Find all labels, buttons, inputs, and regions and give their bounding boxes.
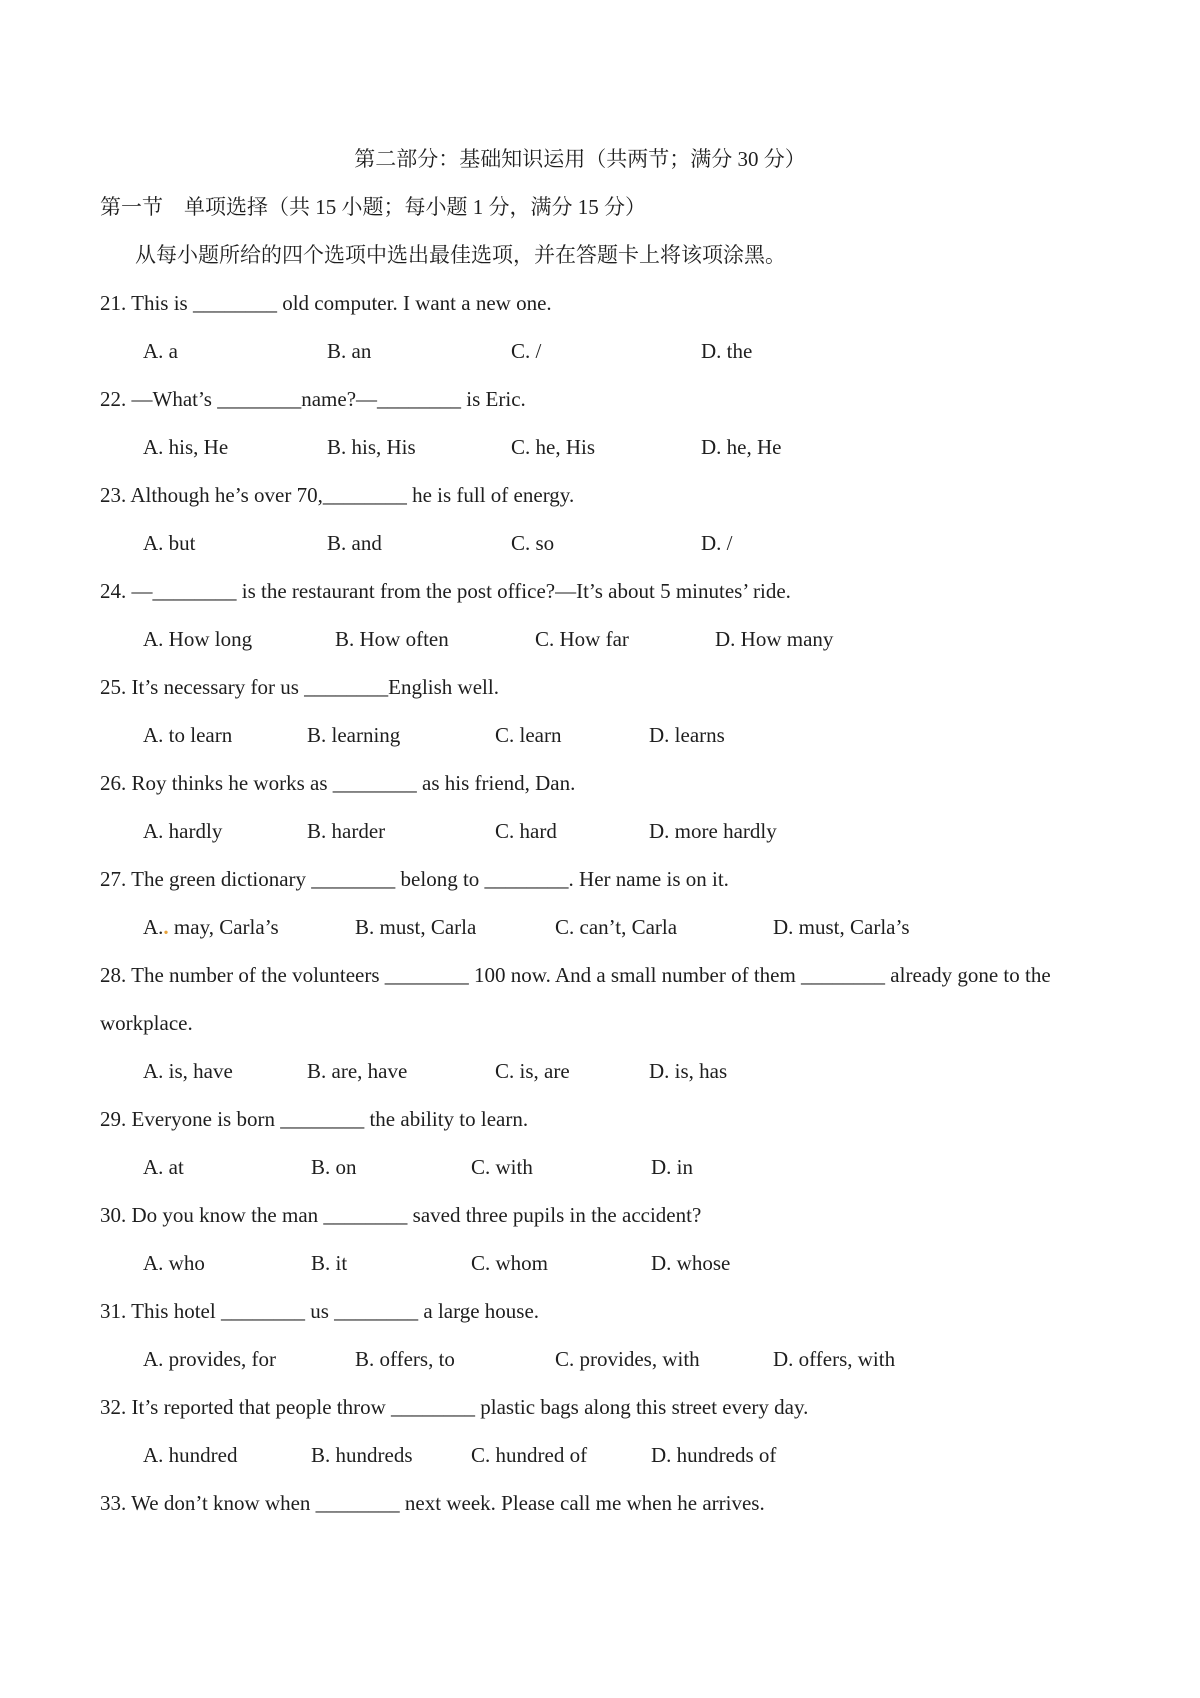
option-a: A. is, have [143, 1059, 233, 1083]
options-row [100, 903, 1105, 951]
option-d: D. learns [649, 723, 725, 747]
question-line [100, 759, 1105, 807]
question-text: The green dictionary ________ belong to ________. Her name is on it. [131, 867, 729, 891]
question-number: 21. [100, 291, 127, 315]
option-a [143, 903, 355, 951]
option-c: C. How far [535, 627, 629, 651]
option-label: A. [143, 915, 164, 939]
option-text: may, Carla’s [168, 915, 279, 939]
option-b: B. How often [335, 627, 449, 651]
question-number: 31. [100, 1299, 127, 1323]
question-line [100, 567, 1105, 615]
option-a: A. hardly [143, 819, 223, 843]
question-line [100, 951, 1105, 1047]
option-b: B. on [311, 1155, 357, 1179]
option-c: C. with [471, 1155, 533, 1179]
option-c: C. is, are [495, 1059, 570, 1083]
option-a: A. his, He [143, 435, 229, 459]
option-d: D. in [651, 1155, 693, 1179]
question-line [100, 1191, 1105, 1239]
option-a: A. provides, for [143, 1347, 276, 1371]
option-a: A. to learn [143, 723, 233, 747]
question-line [100, 279, 1105, 327]
question-text: —________ is the restaurant from the post office?—It’s about 5 minutes’ ride. [131, 579, 791, 603]
question-number: 26. [100, 771, 127, 795]
stray-dot-mark: . [163, 915, 169, 939]
options-row [100, 807, 1105, 855]
options-row [100, 615, 1105, 663]
question-text: It’s necessary for us ________English well. [131, 675, 499, 699]
question-line [100, 1383, 1105, 1431]
option-b: B. hundreds [311, 1443, 413, 1467]
question-text: Roy thinks he works as ________ as his friend, Dan. [131, 771, 576, 795]
options-row [100, 1335, 1105, 1383]
question-number: 32. [100, 1395, 127, 1419]
option-c: C. hard [495, 819, 557, 843]
question-line [100, 1287, 1105, 1335]
option-d: D. / [701, 531, 733, 555]
option-b: B. must, Carla [355, 915, 477, 939]
question-text: Although he’s over 70,________ he is full of energy. [130, 483, 575, 507]
options-row [100, 1431, 1105, 1479]
option-d: D. is, has [649, 1059, 728, 1083]
option-d: D. offers, with [773, 1347, 896, 1371]
part-title: 第二部分：基础知识运用（共两节；满分 30 分） [354, 147, 806, 171]
option-c: C. whom [471, 1251, 549, 1275]
question-number: 28. [100, 963, 127, 987]
section-heading: 第一节 单项选择（共 15 小题；每小题 1 分，满分 15 分） [100, 195, 646, 219]
option-d: D. he, He [701, 435, 782, 459]
question-text: —What’s ________name?—________ is Eric. [131, 387, 526, 411]
question-number: 22. [100, 387, 127, 411]
question-number: 29. [100, 1107, 127, 1131]
option-a: A. who [143, 1251, 205, 1275]
question-block [100, 1095, 1105, 1191]
option-b: B. offers, to [355, 1347, 455, 1371]
options-row [100, 327, 1105, 375]
question-number: 23. [100, 483, 127, 507]
question-line [100, 1095, 1105, 1143]
question-line [100, 1479, 1105, 1527]
option-c: C. learn [495, 723, 562, 747]
option-a: A. a [143, 339, 178, 363]
option-b: B. an [327, 339, 372, 363]
option-b: B. his, His [327, 435, 416, 459]
option-b: B. are, have [307, 1059, 408, 1083]
question-block [100, 279, 1105, 375]
option-a: A. but [143, 531, 196, 555]
question-number: 25. [100, 675, 127, 699]
option-c: C. hundred of [471, 1443, 588, 1467]
question-block [100, 1191, 1105, 1287]
option-d: D. How many [715, 627, 834, 651]
question-line [100, 471, 1105, 519]
question-block [100, 1479, 1105, 1527]
question-text: Do you know the man ________ saved three pupils in the accident? [131, 1203, 702, 1227]
option-d: D. hundreds of [651, 1443, 777, 1467]
options-row [100, 1143, 1105, 1191]
option-c: C. provides, with [555, 1347, 700, 1371]
question-text: Everyone is born ________ the ability to learn. [131, 1107, 529, 1131]
options-row [100, 1239, 1105, 1287]
options-row [100, 519, 1105, 567]
question-block [100, 663, 1105, 759]
instruction-text: 从每小题所给的四个选项中选出最佳选项，并在答题卡上将该项涂黑。 [135, 243, 786, 267]
question-line [100, 855, 1105, 903]
option-b: B. learning [307, 723, 401, 747]
options-row [100, 423, 1105, 471]
question-text: We don’t know when ________ next week. Please call me when he arrives. [131, 1491, 765, 1515]
question-block [100, 951, 1105, 1095]
question-block [100, 1383, 1105, 1479]
question-block [100, 375, 1105, 471]
option-a: A. How long [143, 627, 253, 651]
option-c: C. so [511, 531, 555, 555]
options-row [100, 1047, 1105, 1095]
question-block [100, 759, 1105, 855]
question-block [100, 471, 1105, 567]
option-d: D. whose [651, 1251, 731, 1275]
question-number: 30. [100, 1203, 127, 1227]
question-text: This hotel ________ us ________ a large house. [131, 1299, 540, 1323]
question-block [100, 855, 1105, 951]
question-number: 27. [100, 867, 127, 891]
question-line [100, 663, 1105, 711]
questions-list [100, 279, 1105, 1527]
question-block [100, 567, 1105, 663]
question-text: This is ________ old computer. I want a new one. [131, 291, 552, 315]
question-block [100, 1287, 1105, 1383]
question-number: 33. [100, 1491, 127, 1515]
question-number: 24. [100, 579, 127, 603]
option-c: C. / [511, 339, 542, 363]
question-text: The number of the volunteers ________ 100 now. And a small number of them ________ already gone to the workplace. [100, 963, 1051, 1035]
option-b: B. it [311, 1251, 348, 1275]
option-b: B. harder [307, 819, 386, 843]
option-c: C. he, His [511, 435, 595, 459]
options-row [100, 711, 1105, 759]
option-c: C. can’t, Carla [555, 915, 678, 939]
option-d: D. more hardly [649, 819, 777, 843]
option-b: B. and [327, 531, 382, 555]
option-a: A. hundred [143, 1443, 238, 1467]
option-d: D. must, Carla’s [773, 915, 910, 939]
option-d: D. the [701, 339, 753, 363]
question-line [100, 375, 1105, 423]
option-a: A. at [143, 1155, 184, 1179]
question-text: It’s reported that people throw ________ plastic bags along this street every day. [131, 1395, 809, 1419]
